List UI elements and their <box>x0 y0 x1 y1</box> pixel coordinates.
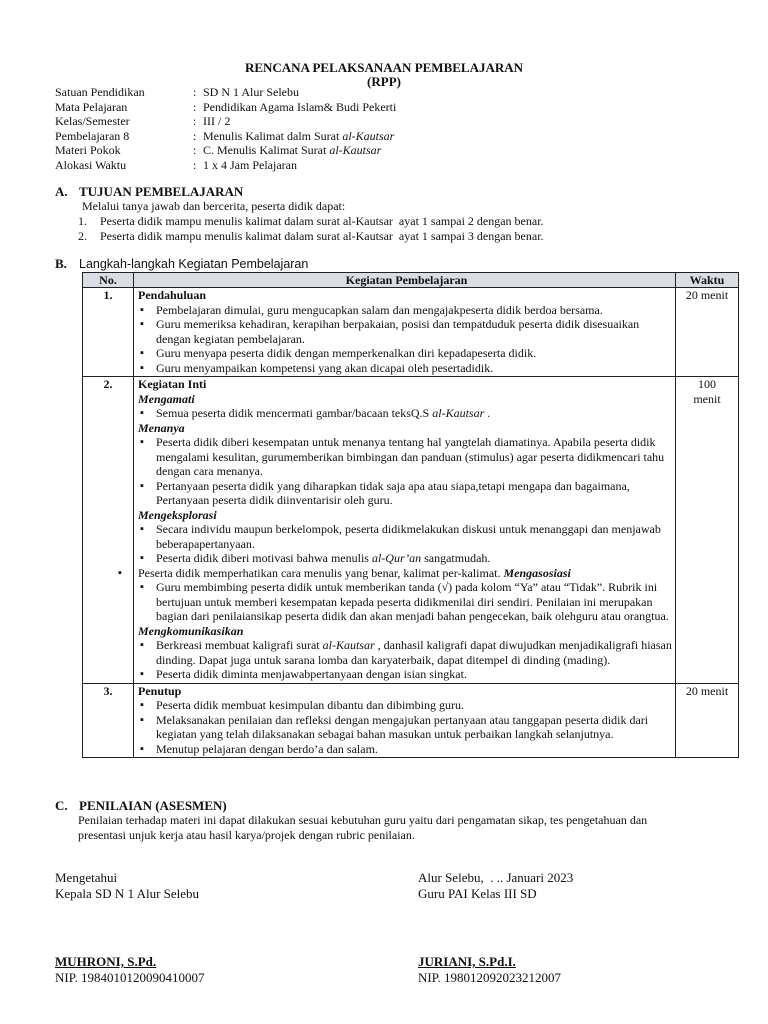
list-item-italic: al-Qur’an <box>371 551 422 565</box>
identity-row <box>55 100 396 115</box>
signature-right-line1: Alur Selebu, . .. Januari 2023 <box>418 870 574 885</box>
row-activities <box>134 288 676 377</box>
activity-table <box>82 272 739 758</box>
identity-row <box>55 114 396 129</box>
identity-value-italic: al-Kautsar <box>329 143 382 157</box>
row-time <box>676 288 739 377</box>
identity-block <box>55 85 396 172</box>
identity-colon: : <box>193 114 197 128</box>
list-item: ▪ Peserta didik diberi kesempatan untuk menanya tentang hal yangtelah diamatinya. Apabila peserta didik mengalami kesulitan, gurumemberikan bimbingan dan panduan (stimulus) agar peserta didikmencari tahu dengan cara menanya. <box>138 435 675 479</box>
table-row <box>83 683 739 758</box>
section-b-letter: B. <box>55 256 67 271</box>
stage-title: Kegiatan Inti <box>138 377 207 391</box>
identity-colon: : <box>193 99 197 114</box>
identity-label: Mata Pelajaran <box>55 99 128 114</box>
list-item-text: . <box>484 406 491 420</box>
list-item: ▪ Melaksanakan penilaian dan refleksi dengan mengajukan pertanyaan atau tanggapan peserta didik dari kegiatan yang telah dilaksanakan sebagai bahan masukan untuk perbaikan langkah selanjutnya. <box>138 713 675 742</box>
table-row <box>83 288 739 377</box>
table-header-row <box>83 273 739 288</box>
identity-value-text: III / 2 <box>203 114 231 128</box>
section-b-heading <box>55 256 308 272</box>
principal-nip: NIP. 198401012009041000‍7 <box>55 970 205 985</box>
teacher-name: JURIANI, S.Pd.I. <box>418 954 516 969</box>
list-item-text: Berkreasi membuat kaligrafi surat <box>156 638 323 652</box>
substage-title: Mengeksplorasi <box>138 507 217 522</box>
signature-right-block <box>418 954 561 986</box>
identity-label: Alokasi Waktu <box>55 157 127 172</box>
signature-left <box>55 870 199 902</box>
list-item: ▪ Peserta didik membuat kesimpulan dibantu dan dibimbing guru. <box>138 698 675 713</box>
activity-content <box>138 288 675 376</box>
section-c-letter: C. <box>55 798 68 813</box>
identity-colon: : <box>193 128 197 143</box>
identity-row <box>55 158 396 173</box>
row-number-text: 2. <box>103 377 113 391</box>
identity-row <box>55 85 396 100</box>
identity-colon: : <box>193 157 197 172</box>
signature-left-line1: Mengetahui <box>55 870 118 885</box>
list-item-text: , danhasil kaligrafi dapat diwujudkan menjadikaligrafi hiasan dinding. Dapat juga untuk sarana lomba dan karyaterbaik, dapat ditempel di dinding (mading). <box>156 638 672 667</box>
objective-number: 2. <box>78 229 87 243</box>
section-c-title: PENILAIAN (ASESMEN) <box>79 798 227 813</box>
row-number <box>83 377 134 684</box>
stage-title: Pendahuluan <box>138 288 207 302</box>
section-c-paragraph-line: Penilaian terhadap materi ini dapat dilakukan sesuai kebutuhan guru yaitu dari pengamatan sikap, tes pengetahuan dan <box>78 813 648 827</box>
signature-right <box>418 870 573 902</box>
list-item: ▪ Guru menyampaikan kompetensi yang akan dicapai oleh pesertadidik. <box>138 361 675 376</box>
list-item <box>138 566 675 581</box>
list-item-text: Semua peserta didik mencermati gambar/bacaan teksQ.S <box>156 406 433 420</box>
document-subtitle: (RPP) <box>367 74 401 89</box>
section-a-letter: A. <box>55 184 68 199</box>
list-item-text: Peserta didik diberi motivasi bahwa menulis <box>156 551 372 565</box>
identity-label: Kelas/Semester <box>55 114 130 128</box>
section-c-paragraph-line: presentasi unjuk kerja atau hasil karya/projek dengan rubric penilaian. <box>78 828 415 842</box>
row-number-text: 1. <box>103 288 113 302</box>
stage-title: Penutup <box>138 683 182 698</box>
list-item: ▪ Pertanyaan peserta didik yang diharapkan tidak saja apa atau siapa,tetapi mengapa dan bagaimana, Pertanyaan peserta didik diinventarisir oleh guru. <box>138 479 675 508</box>
row-time <box>676 683 739 758</box>
identity-label: Materi Pokok <box>55 143 121 157</box>
identity-value <box>203 100 396 114</box>
document-title: RENCANA PELAKSANAAN PEMBELAJARAN <box>244 60 524 75</box>
identity-value <box>203 114 230 128</box>
row-time-value: 100 <box>698 377 716 391</box>
identity-row <box>55 143 396 158</box>
list-item-text: Peserta didik memperhatikan cara menulis yang benar, kalimat per-kalimat. <box>138 565 504 580</box>
identity-colon: : <box>193 85 197 99</box>
list-item: ▪ Pembelajaran dimulai, guru mengucapkan salam dan mengajakpeserta didik berdoa bersama. <box>138 303 675 318</box>
header-waktu: Waktu <box>676 273 739 288</box>
table-row <box>83 377 739 684</box>
row-number-text: 3. <box>103 683 113 698</box>
section-a-intro: Melalui tanya jawab dan bercerita, peserta didik dapat: <box>82 199 346 213</box>
activity-content <box>138 684 675 758</box>
identity-value-text: Pendidikan Agama Islam& Budi Pekerti <box>203 99 397 114</box>
section-c-heading <box>55 798 227 814</box>
section-a-heading <box>55 184 243 200</box>
objective-item <box>78 229 544 244</box>
row-time-text <box>676 377 738 407</box>
teacher-nip: NIP. 198012092023212007 <box>418 970 562 985</box>
list-item: ▪ Secara individu maupun berkelompok, peserta didikmelakukan diskusi untuk menanggapi dan menjawab beberapapertanyaan. <box>138 522 675 551</box>
header-no: No. <box>83 273 134 288</box>
objective-item <box>78 214 544 229</box>
signature-left-block <box>55 954 205 986</box>
identity-label: Satuan Pendidikan <box>55 85 145 99</box>
substage-title-inline: Mengasosiasi <box>503 565 571 580</box>
substage-title: Menanya <box>138 420 185 435</box>
row-time-unit: menit <box>693 391 721 406</box>
identity-value <box>203 129 394 143</box>
substage-title: Mengkomunikasikan <box>138 623 244 638</box>
signature-right-line2: Guru PAI Kelas III SD <box>418 886 537 901</box>
signature-left-line2: Kepala SD N 1 Alur Selebu <box>55 886 200 901</box>
list-item: ▪ Peserta didik diminta menjawabpertanyaan dengan isian singkat. <box>138 667 675 682</box>
header-kegiatan: Kegiatan Pembelajaran <box>134 273 676 288</box>
identity-value <box>203 158 297 172</box>
list-item-italic: al-Kautsar <box>432 406 485 420</box>
identity-label: Pembelajaran 8 <box>55 128 130 143</box>
identity-value <box>203 143 381 157</box>
row-activities <box>134 377 676 684</box>
objective-text: Peserta didik mampu menulis kalimat dalam surat al-Kautsar ayat 1 sampai 2 dengan benar. <box>100 214 544 228</box>
identity-value-italic: al-Kautsar <box>342 128 395 143</box>
row-time <box>676 377 739 684</box>
activity-content <box>138 377 675 683</box>
identity-value-text: 1 x 4 Jam Pelajaran <box>203 157 297 172</box>
identity-value <box>203 85 299 99</box>
objective-number: 1. <box>78 214 87 228</box>
list-item: ▪ Menutup pelajaran dengan berdo’a dan salam. <box>138 742 675 757</box>
list-item-text: sangatmudah. <box>421 551 491 565</box>
list-item: ▪ Guru menyapa peserta didik dengan memperkenalkan diri kepadapeserta didik. <box>138 346 675 361</box>
identity-value-text: Menulis Kalimat dalm Surat <box>203 128 343 143</box>
principal-name: MUHRONI, S.Pd. <box>55 954 157 969</box>
list-item <box>138 638 675 667</box>
row-time-text: 20 menit <box>685 683 729 698</box>
section-a-title: TUJUAN PEMBELAJARAN <box>79 184 244 199</box>
substage-title: Mengamati <box>138 391 195 406</box>
section-b-title: Langkah-langkah Kegiatan Pembelajaran <box>79 257 309 271</box>
row-number <box>83 683 134 758</box>
identity-value-text: SD N 1 Alur Selebu <box>203 85 299 99</box>
row-time-text: 20 menit <box>685 288 729 302</box>
identity-colon: : <box>193 143 197 157</box>
list-item <box>138 551 675 566</box>
list-item: ▪ Guru membimbing peserta didik untuk memberikan tanda (√) pada kolom “Ya” atau “Tidak”. Rubrik ini bertujuan untuk memberi kesempatan kepada peserta didikmenilai diri sendiri. Penilaian ini merupakan bagian dari penilaiansikap peserta didik dan akan menjadi bahan pengecekan, baik olehguru atau orangtua. <box>138 580 675 624</box>
identity-row <box>55 129 396 144</box>
list-item: ▪ Guru memeriksa kehadiran, kerapihan berpakaian, posisi dan tempatduduk peserta didik disesuaikan dengan kegiatan pembelajaran. <box>138 317 675 346</box>
objective-text: Peserta didik mampu menulis kalimat dalam surat al-Kautsar ayat 1 sampai 3 dengan benar. <box>100 229 544 243</box>
row-number <box>83 288 134 377</box>
list-item <box>138 406 675 421</box>
identity-value-text: C. Menulis Kalimat Surat <box>203 143 330 157</box>
list-item-italic: al-Kautsar <box>322 638 375 652</box>
row-activities <box>134 683 676 758</box>
